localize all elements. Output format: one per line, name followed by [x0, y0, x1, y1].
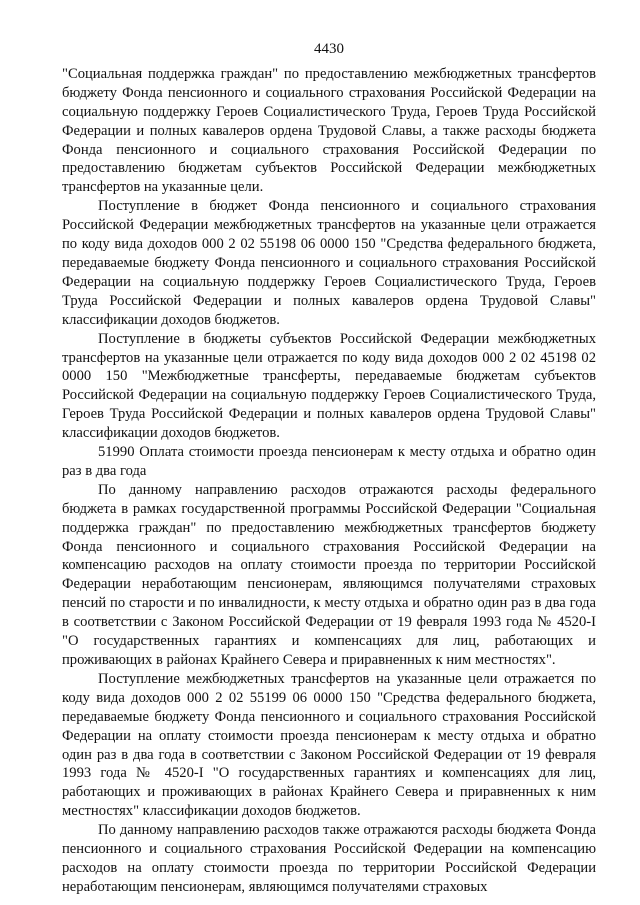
paragraph-travel-compensation-expenses: По данному направлению расходов отражаются расходы федерального бюджета в рамках государственной программы Российской Федерации "Социальная поддержка граждан" по предоставлению межбюджетных трансфертов бюджету Фонда пенсионного и социального страхования Российской Федерации на компенсацию расходов на оплату стоимости проезда по территории Российской Федерации неработающим пенсионерам, являющимся получателями страховых пенсий по старости и по инвалидности, к месту отдыха и обратно один раз в два года в соответствии с Законом Российской Федерации от 19 февраля 1993 года № 4520-I "О государственных гарантиях и компенсациях для лиц, работающих и проживающих в районах Крайнего Севера и приравненных к ним местностях".	[62, 481, 596, 668]
paragraph-continuation: "Социальная поддержка граждан" по предоставлению межбюджетных трансфертов бюджету Фонда пенсионного и социального страхования Российской Федерации на социальную поддержку Героев Социалистического Труда, Героев Труда Российской Федерации и полных кавалеров ордена Трудовой Славы, а также расходы бюджета Фонда пенсионного и социального страхования Российской Федерации по предоставлению бюджетам субъектов Российской Федерации межбюджетных трансфертов на указанные цели.	[62, 65, 596, 196]
paragraph-fund-budget-income-heroes: Поступление в бюджет Фонда пенсионного и социального страхования Российской Федерации межбюджетных трансфертов на указанные цели отражается по коду вида доходов 000 2 02 55198 06 0000 150 "Средства федерального бюджета, передаваемые бюджету Фонда пенсионного и социального страхования Российской Федерации на социальную поддержку Героев Социалистического Труда, Героев Труда Российской Федерации и полных кавалеров ордена Трудовой Славы" классификации доходов бюджетов.	[62, 198, 596, 328]
paragraph-fund-expenses-travel: По данному направлению расходов также отражаются расходы бюджета Фонда пенсионного и социального страхования Российской Федерации на компенсацию расходов на оплату стоимости проезда по территории Российской Федерации неработающим пенсионерам, являющимся получателями страховых	[62, 822, 596, 895]
section-heading-51990: 51990 Оплата стоимости проезда пенсионерам к месту отдыха и обратно один раз в два года	[62, 444, 596, 479]
paragraph-regional-budget-income-heroes: Поступление в бюджеты субъектов Российской Федерации межбюджетных трансфертов на указанные цели отражается по коду вида доходов 000 2 02 45198 02 0000 150 "Межбюджетные трансферты, передаваемые бюджетам субъектов Российской Федерации на социальную поддержку Героев Социалистического Труда, Героев Труда Российской Федерации и полных кавалеров ордена Трудовой Славы" классификации доходов бюджетов.	[62, 330, 596, 442]
page-number: 4430	[314, 41, 344, 57]
paragraph-travel-transfers-income: Поступление межбюджетных трансфертов на указанные цели отражается по коду вида доходов 000 2 02 55199 06 0000 150 "Средства федерального бюджета, передаваемые бюджету Фонда пенсионного и социального страхования Российской Федерации на оплату стоимости проезда пенсионерам к месту отдыха и обратно один раз в два года в соответствии с Законом Российской Федерации от 19 февраля 1993 года № 4520-I "О государственных гарантиях и компенсациях для лиц, работающих и проживающих в районах Крайнего Севера и приравненных к ним местностях" классификации доходов бюджетов.	[62, 670, 596, 820]
